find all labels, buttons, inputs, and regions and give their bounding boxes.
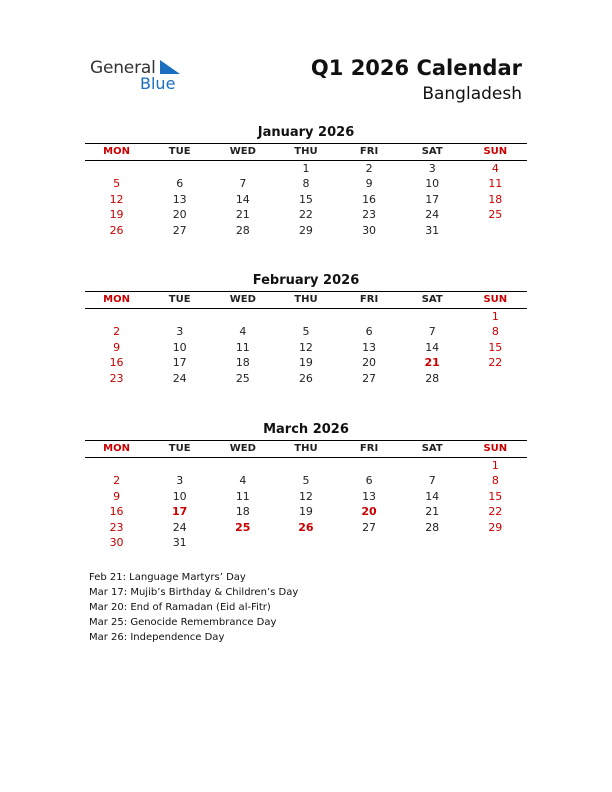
day-cell — [274, 458, 337, 474]
day-cell: 1 — [302, 161, 310, 175]
day-cell: 12 — [298, 489, 313, 503]
weekday-header-row — [85, 292, 527, 308]
week-row — [85, 504, 527, 520]
day-cell: 14 — [425, 340, 440, 354]
logo-word-general: General — [90, 58, 156, 78]
day-cell: 2 — [113, 325, 121, 338]
day-cell: 5 — [302, 474, 310, 487]
weekday-wed: WED — [229, 294, 256, 305]
day-cell: 2 — [365, 161, 373, 175]
day-cell — [85, 458, 148, 474]
day-cell: 19 — [298, 505, 313, 518]
week-row — [85, 520, 527, 536]
day-cell: 2 — [113, 474, 121, 487]
day-cell: 3 — [428, 161, 436, 175]
week-row — [85, 340, 527, 356]
weekday-wed: WED — [229, 146, 256, 157]
weekday-fri: FRI — [359, 294, 379, 305]
day-cell — [338, 535, 401, 551]
day-cell: 12 — [109, 192, 124, 206]
generalblue-logo — [90, 58, 190, 94]
day-cell: 16 — [109, 505, 124, 518]
day-cell — [211, 535, 274, 551]
day-cell: 31 — [425, 223, 440, 237]
weekday-wed: WED — [229, 443, 256, 454]
weekday-thu: THU — [294, 146, 318, 157]
day-cell: 17 — [425, 192, 440, 206]
day-cell — [401, 535, 464, 551]
day-cell: 15 — [488, 340, 503, 354]
day-cell: 16 — [362, 192, 377, 206]
month-title: March 2026 — [263, 422, 349, 437]
day-cell: 12 — [298, 340, 313, 354]
day-cell: 10 — [172, 340, 187, 354]
weekday-header-row — [85, 441, 527, 457]
week-row — [85, 355, 527, 371]
day-cell: 8 — [491, 474, 499, 487]
day-cell — [211, 309, 274, 325]
day-cell: 30 — [109, 536, 124, 549]
holiday-note: Mar 26: Independence Day — [89, 632, 225, 643]
day-cell — [148, 458, 211, 474]
day-cell: 13 — [362, 340, 377, 354]
day-cell: 10 — [172, 489, 187, 503]
week-row — [85, 458, 527, 474]
week-row — [85, 207, 527, 223]
day-cell: 7 — [428, 325, 436, 338]
weekday-tue: TUE — [168, 443, 191, 454]
day-cell — [464, 535, 527, 551]
day-cell: 10 — [425, 177, 440, 190]
day-cell — [211, 458, 274, 474]
day-cell: 3 — [176, 474, 184, 487]
weekday-thu: THU — [294, 294, 318, 305]
logo-word-blue: Blue — [140, 74, 176, 93]
day-cell: 18 — [488, 192, 503, 206]
day-cell: 4 — [491, 161, 499, 175]
holiday-note: Mar 20: End of Ramadan (Eid al-Fitr) — [89, 602, 271, 613]
weekday-mon: MON — [103, 146, 130, 157]
weekday-mon: MON — [103, 443, 130, 454]
week-row — [85, 192, 527, 208]
weekday-sat: SAT — [421, 443, 443, 454]
day-cell: 26 — [298, 371, 313, 385]
day-cell: 11 — [235, 340, 250, 354]
day-cell: 9 — [365, 177, 373, 190]
weekday-header-row — [85, 144, 527, 160]
day-cell: 9 — [113, 489, 121, 503]
day-cell: 6 — [365, 474, 373, 487]
day-cell: 14 — [235, 192, 250, 206]
day-cell: 18 — [235, 356, 250, 369]
day-cell: 21 — [235, 208, 250, 221]
day-cell: 19 — [109, 208, 124, 221]
day-cell: 25 — [235, 520, 251, 534]
day-cell: 27 — [362, 520, 377, 534]
day-cell: 21 — [425, 505, 440, 518]
weekday-sun: SUN — [483, 294, 508, 305]
day-cell: 15 — [298, 192, 313, 206]
weekday-tue: TUE — [168, 146, 191, 157]
month-title: February 2026 — [252, 273, 360, 288]
day-cell: 13 — [362, 489, 377, 503]
day-cell: 6 — [176, 177, 184, 190]
day-cell: 20 — [361, 505, 377, 518]
day-cell — [401, 309, 464, 325]
day-cell: 29 — [298, 223, 313, 237]
day-cell: 1 — [491, 309, 499, 323]
month-block — [85, 421, 527, 551]
holiday-list — [89, 570, 298, 645]
day-cell: 31 — [172, 536, 187, 549]
weekday-thu: THU — [294, 443, 318, 454]
holiday-note: Mar 17: Mujib’s Birthday & Children’s Day — [89, 587, 299, 598]
day-cell: 8 — [302, 177, 310, 190]
day-cell: 7 — [428, 474, 436, 487]
day-cell: 20 — [172, 208, 187, 221]
day-cell: 24 — [172, 371, 187, 385]
weekday-sun: SUN — [483, 146, 508, 157]
day-cell: 27 — [362, 371, 377, 385]
month-block — [85, 124, 527, 238]
day-cell: 28 — [425, 371, 440, 385]
day-cell: 28 — [235, 223, 250, 237]
weekday-fri: FRI — [359, 443, 379, 454]
day-cell: 17 — [172, 505, 188, 518]
week-row — [85, 309, 527, 325]
day-cell — [148, 309, 211, 325]
month-title: January 2026 — [257, 125, 355, 140]
day-cell: 28 — [425, 520, 440, 534]
day-cell — [85, 161, 148, 177]
week-row — [85, 176, 527, 192]
day-cell — [338, 309, 401, 325]
week-row — [85, 324, 527, 340]
day-cell: 19 — [298, 356, 313, 369]
day-cell — [401, 458, 464, 474]
weekday-mon: MON — [103, 294, 130, 305]
weekday-sat: SAT — [421, 146, 443, 157]
day-cell: 24 — [172, 520, 187, 534]
day-cell — [85, 309, 148, 325]
day-cell: 4 — [239, 474, 247, 487]
day-cell: 18 — [235, 505, 250, 518]
day-cell: 14 — [425, 489, 440, 503]
day-cell: 30 — [362, 223, 377, 237]
day-cell: 27 — [172, 223, 187, 237]
day-cell: 21 — [424, 356, 440, 369]
day-cell: 23 — [109, 371, 124, 385]
day-cell: 5 — [302, 325, 310, 338]
day-cell: 6 — [365, 325, 373, 338]
page-title: Q1 2026 Calendar — [310, 56, 522, 80]
day-cell: 7 — [239, 177, 247, 190]
day-cell — [338, 458, 401, 474]
day-cell: 9 — [113, 340, 121, 354]
week-row — [85, 473, 527, 489]
day-cell: 22 — [488, 505, 503, 518]
day-cell: 26 — [109, 223, 124, 237]
day-cell — [274, 535, 337, 551]
holiday-note: Feb 21: Language Martyrs’ Day — [89, 572, 246, 583]
day-cell: 16 — [109, 356, 124, 369]
weekday-sun: SUN — [483, 443, 508, 454]
day-cell: 25 — [235, 371, 250, 385]
day-cell: 29 — [488, 520, 503, 534]
week-row — [85, 371, 527, 387]
day-cell — [274, 309, 337, 325]
day-cell: 1 — [491, 458, 499, 472]
day-cell — [464, 223, 527, 239]
day-cell: 20 — [362, 356, 377, 369]
day-cell: 11 — [235, 489, 250, 503]
day-cell: 24 — [425, 208, 440, 221]
day-cell: 17 — [172, 356, 187, 369]
day-cell: 23 — [362, 208, 377, 221]
weekday-fri: FRI — [359, 146, 379, 157]
day-cell: 4 — [239, 325, 247, 338]
country-name: Bangladesh — [422, 84, 522, 104]
day-cell: 15 — [488, 489, 503, 503]
week-row — [85, 489, 527, 505]
day-cell: 5 — [113, 177, 121, 190]
day-cell: 3 — [176, 325, 184, 338]
logo-triangle-icon — [160, 60, 180, 74]
day-cell — [148, 161, 211, 177]
day-cell: 8 — [491, 325, 499, 338]
holiday-note: Mar 25: Genocide Remembrance Day — [89, 617, 277, 628]
day-cell: 22 — [298, 208, 313, 221]
day-cell: 23 — [109, 520, 124, 534]
day-cell: 11 — [488, 177, 503, 190]
day-cell — [464, 371, 527, 387]
day-cell — [211, 161, 274, 177]
week-row — [85, 535, 527, 551]
month-block — [85, 272, 527, 386]
day-cell: 22 — [488, 356, 503, 369]
day-cell: 26 — [298, 520, 314, 534]
day-cell: 13 — [172, 192, 187, 206]
day-cell: 25 — [488, 208, 503, 221]
weekday-sat: SAT — [421, 294, 443, 305]
week-row — [85, 223, 527, 239]
week-row — [85, 161, 527, 177]
weekday-tue: TUE — [168, 294, 191, 305]
